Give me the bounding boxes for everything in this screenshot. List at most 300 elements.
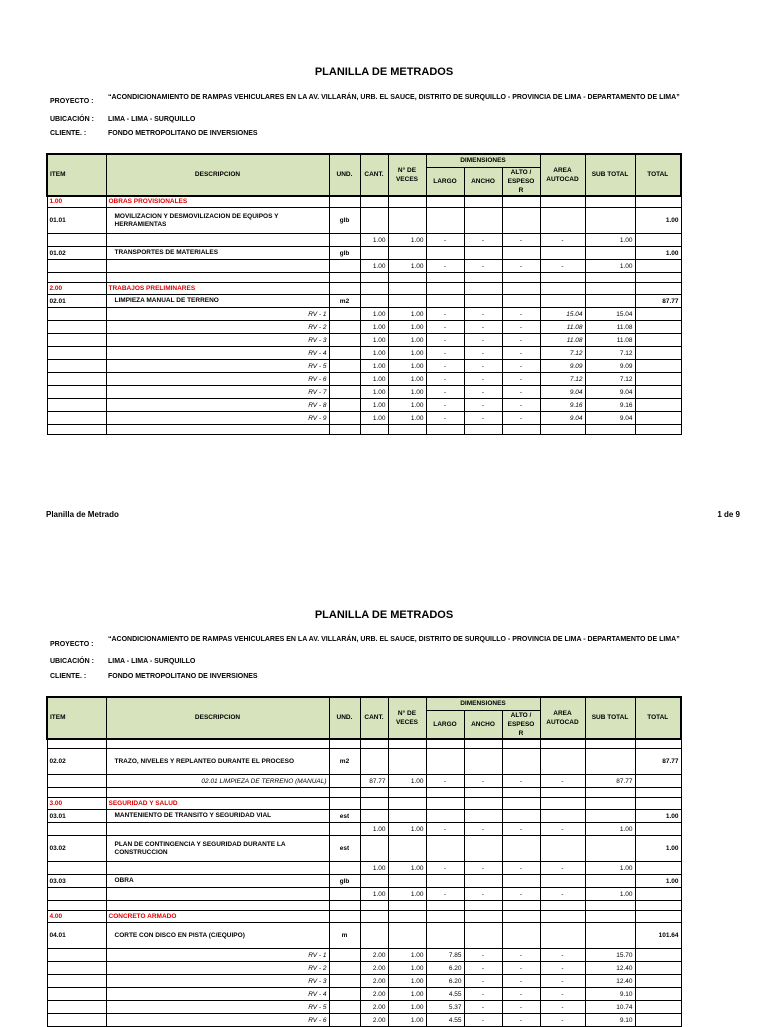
ancho-cell: - (464, 234, 502, 247)
subtotal-cell: 1.00 (585, 234, 635, 247)
item-cell: 4.00 (47, 911, 106, 923)
alto-cell: - (502, 412, 540, 425)
alto-cell: - (502, 321, 540, 334)
total-cell (635, 412, 681, 425)
metrados-table (46, 696, 682, 1027)
subtotal-cell: 9.04 (585, 386, 635, 399)
item-cell: 02.02 (47, 749, 106, 775)
item-cell (47, 888, 106, 901)
descripcion-cell: OBRAS PROVISIONALES (106, 196, 329, 208)
und-cell (329, 196, 360, 208)
descripcion-cell: CONCRETO ARMADO (106, 911, 329, 923)
subtotal-cell (585, 923, 635, 949)
col-veces: N° DE VECES (388, 697, 426, 739)
veces-cell: 1.00 (388, 962, 426, 975)
total-cell: 1.00 (635, 836, 681, 862)
ancho-cell (464, 798, 502, 810)
veces-cell (388, 283, 426, 295)
largo-cell (426, 923, 464, 949)
und-cell (329, 347, 360, 360)
und-cell (329, 321, 360, 334)
item-cell (47, 775, 106, 788)
item-cell: 1.00 (47, 196, 106, 208)
alto-cell: - (502, 347, 540, 360)
table-row (47, 975, 681, 988)
cant-cell (360, 739, 388, 749)
total-cell (635, 334, 681, 347)
area-cell (540, 196, 585, 208)
total-cell (635, 283, 681, 295)
alto-cell: - (502, 360, 540, 373)
item-cell (47, 975, 106, 988)
veces-cell (388, 295, 426, 308)
table-row (47, 888, 681, 901)
table-row (47, 739, 681, 749)
und-cell (329, 949, 360, 962)
cant-cell (360, 283, 388, 295)
total-cell: 1.00 (635, 875, 681, 888)
table-row (47, 923, 681, 949)
col-alto: ALTO / ESPESO R (502, 710, 540, 739)
col-area: AREA AUTOCAD (540, 697, 585, 739)
largo-cell: - (426, 347, 464, 360)
table-body (47, 739, 681, 1027)
table-row (47, 425, 681, 435)
item-cell (47, 739, 106, 749)
table-row (47, 798, 681, 810)
table-row (47, 196, 681, 208)
descripcion-cell: RV - 1 (106, 308, 329, 321)
table-row (47, 1001, 681, 1014)
und-cell: glb (329, 247, 360, 260)
item-cell (47, 360, 106, 373)
item-cell: 01.01 (47, 208, 106, 234)
descripcion-cell: RV - 5 (106, 1001, 329, 1014)
area-cell (540, 749, 585, 775)
veces-cell: 1.00 (388, 1014, 426, 1027)
descripcion-cell: RV - 4 (106, 988, 329, 1001)
largo-cell: - (426, 823, 464, 836)
descripcion-cell (106, 901, 329, 911)
alto-cell (502, 425, 540, 435)
cant-cell: 2.00 (360, 949, 388, 962)
area-cell: - (540, 823, 585, 836)
ancho-cell (464, 196, 502, 208)
und-cell (329, 308, 360, 321)
veces-cell: 1.00 (388, 347, 426, 360)
footer-label: Planilla de Metrado (46, 510, 119, 519)
largo-cell: - (426, 321, 464, 334)
largo-cell: 6.20 (426, 962, 464, 975)
area-cell (540, 425, 585, 435)
col-ancho: ANCHO (464, 710, 502, 739)
descripcion-cell (106, 888, 329, 901)
subtotal-cell (585, 901, 635, 911)
item-cell (47, 399, 106, 412)
largo-cell: - (426, 862, 464, 875)
total-cell: 1.00 (635, 247, 681, 260)
alto-cell (502, 911, 540, 923)
total-cell (635, 901, 681, 911)
cant-cell: 1.00 (360, 334, 388, 347)
item-cell (47, 234, 106, 247)
ancho-cell: - (464, 360, 502, 373)
item-cell (47, 1014, 106, 1027)
descripcion-cell: RV - 6 (106, 373, 329, 386)
descripcion-cell: RV - 8 (106, 399, 329, 412)
und-cell (329, 283, 360, 295)
veces-cell: 1.00 (388, 1001, 426, 1014)
table-header (47, 697, 681, 739)
alto-cell: - (502, 1001, 540, 1014)
subtotal-cell: 9.16 (585, 399, 635, 412)
largo-cell (426, 273, 464, 283)
area-cell: - (540, 862, 585, 875)
veces-cell: 1.00 (388, 234, 426, 247)
table-row (47, 234, 681, 247)
und-cell (329, 788, 360, 798)
ancho-cell (464, 283, 502, 295)
descripcion-cell (106, 273, 329, 283)
area-cell: 7.12 (540, 347, 585, 360)
alto-cell (502, 788, 540, 798)
descripcion-cell: TRAZO, NIVELES Y REPLANTEO DURANTE EL PROCESO (106, 749, 329, 775)
table-row (47, 1014, 681, 1027)
largo-cell (426, 901, 464, 911)
col-veces: N° DE VECES (388, 154, 426, 196)
table-row (47, 810, 681, 823)
ancho-cell (464, 425, 502, 435)
item-cell: 2.00 (47, 283, 106, 295)
descripcion-cell: LIMPIEZA MANUAL DE TERRENO (106, 295, 329, 308)
table-row (47, 208, 681, 234)
total-cell (635, 1014, 681, 1027)
item-cell (47, 412, 106, 425)
ancho-cell (464, 208, 502, 234)
alto-cell: - (502, 399, 540, 412)
veces-cell (388, 196, 426, 208)
descripcion-cell (106, 862, 329, 875)
total-cell: 101.64 (635, 923, 681, 949)
und-cell (329, 888, 360, 901)
item-cell (47, 823, 106, 836)
total-cell (635, 798, 681, 810)
alto-cell (502, 196, 540, 208)
cant-cell: 87.77 (360, 775, 388, 788)
und-cell (329, 273, 360, 283)
cant-cell (360, 196, 388, 208)
und-cell (329, 911, 360, 923)
total-cell (635, 775, 681, 788)
und-cell: glb (329, 875, 360, 888)
item-cell (47, 308, 106, 321)
total-cell (635, 373, 681, 386)
table-row (47, 360, 681, 373)
largo-cell (426, 425, 464, 435)
subtotal-cell: 12.40 (585, 962, 635, 975)
area-cell: - (540, 775, 585, 788)
table-row (47, 321, 681, 334)
table-row (47, 295, 681, 308)
table-header (47, 154, 681, 196)
total-cell: 87.77 (635, 749, 681, 775)
descripcion-cell: RV - 5 (106, 360, 329, 373)
veces-cell (388, 875, 426, 888)
alto-cell (502, 836, 540, 862)
und-cell (329, 334, 360, 347)
cant-cell: 1.00 (360, 347, 388, 360)
alto-cell (502, 901, 540, 911)
ubicacion-label: UBICACIÓN : (50, 116, 94, 123)
cant-cell: 1.00 (360, 386, 388, 399)
proyecto-value: “ACONDICIONAMIENTO DE RAMPAS VEHICULARES EN LA AV. VILLARÁN, URB. EL SAUCE, DISTRITO DE SURQUILLO - PROVINCIA DE LIMA - DEPARTAMENTO DE LIMA” (108, 636, 680, 643)
table-row (47, 911, 681, 923)
ancho-cell (464, 911, 502, 923)
ancho-cell: - (464, 823, 502, 836)
area-cell (540, 739, 585, 749)
alto-cell: - (502, 988, 540, 1001)
largo-cell: - (426, 775, 464, 788)
und-cell (329, 412, 360, 425)
descripcion-cell: TRANSPORTES DE MATERIALES (106, 247, 329, 260)
alto-cell: - (502, 975, 540, 988)
cant-cell: 2.00 (360, 1014, 388, 1027)
descripcion-cell: RV - 2 (106, 321, 329, 334)
descripcion-cell: RV - 7 (106, 386, 329, 399)
cant-cell: 1.00 (360, 862, 388, 875)
item-cell (47, 260, 106, 273)
descripcion-cell: MOVILIZACION Y DESMOVILIZACION DE EQUIPOS Y HERRAMIENTAS (106, 208, 329, 234)
col-largo: LARGO (426, 167, 464, 196)
subtotal-cell: 15.04 (585, 308, 635, 321)
alto-cell: - (502, 308, 540, 321)
total-cell (635, 273, 681, 283)
veces-cell: 1.00 (388, 823, 426, 836)
und-cell (329, 988, 360, 1001)
table-row (47, 334, 681, 347)
cant-cell (360, 875, 388, 888)
largo-cell: - (426, 360, 464, 373)
total-cell (635, 739, 681, 749)
cant-cell (360, 911, 388, 923)
largo-cell: - (426, 260, 464, 273)
largo-cell (426, 788, 464, 798)
und-cell (329, 399, 360, 412)
largo-cell (426, 208, 464, 234)
alto-cell (502, 283, 540, 295)
alto-cell (502, 247, 540, 260)
subtotal-cell: 11.08 (585, 334, 635, 347)
subtotal-cell (585, 875, 635, 888)
und-cell (329, 823, 360, 836)
col-cant: CANT. (360, 154, 388, 196)
alto-cell: - (502, 1014, 540, 1027)
cant-cell: 1.00 (360, 260, 388, 273)
item-cell (47, 962, 106, 975)
ancho-cell: - (464, 988, 502, 1001)
total-cell (635, 788, 681, 798)
alto-cell (502, 810, 540, 823)
cant-cell (360, 788, 388, 798)
col-subtotal: SUB TOTAL (585, 697, 635, 739)
col-descripcion: DESCRIPCION (106, 154, 329, 196)
ancho-cell: - (464, 888, 502, 901)
total-cell (635, 196, 681, 208)
alto-cell (502, 273, 540, 283)
table-row (47, 260, 681, 273)
table-row (47, 949, 681, 962)
total-cell (635, 425, 681, 435)
page-number: 1 de 9 (717, 510, 740, 519)
total-cell (635, 308, 681, 321)
proyecto-value: “ACONDICIONAMIENTO DE RAMPAS VEHICULARES EN LA AV. VILLARÁN, URB. EL SAUCE, DISTRITO DE SURQUILLO - PROVINCIA DE LIMA - DEPARTAMENTO DE LIMA” (108, 94, 680, 101)
table-row (47, 962, 681, 975)
subtotal-cell (585, 788, 635, 798)
item-cell: 03.03 (47, 875, 106, 888)
veces-cell: 1.00 (388, 775, 426, 788)
total-cell (635, 888, 681, 901)
largo-cell (426, 911, 464, 923)
subtotal-cell (585, 810, 635, 823)
subtotal-cell (585, 283, 635, 295)
ancho-cell (464, 836, 502, 862)
veces-cell (388, 739, 426, 749)
ancho-cell (464, 739, 502, 749)
ancho-cell: - (464, 260, 502, 273)
cant-cell: 1.00 (360, 412, 388, 425)
subtotal-cell: 87.77 (585, 775, 635, 788)
und-cell (329, 360, 360, 373)
largo-cell: 6.20 (426, 975, 464, 988)
area-cell: - (540, 1001, 585, 1014)
col-subtotal: SUB TOTAL (585, 154, 635, 196)
cant-cell: 1.00 (360, 321, 388, 334)
cant-cell: 1.00 (360, 823, 388, 836)
alto-cell: - (502, 862, 540, 875)
col-largo: LARGO (426, 710, 464, 739)
largo-cell (426, 739, 464, 749)
descripcion-cell (106, 823, 329, 836)
und-cell: est (329, 836, 360, 862)
area-cell: 7.12 (540, 373, 585, 386)
item-cell (47, 862, 106, 875)
descripcion-cell: RV - 6 (106, 1014, 329, 1027)
veces-cell: 1.00 (388, 862, 426, 875)
und-cell (329, 425, 360, 435)
total-cell (635, 386, 681, 399)
item-cell (47, 321, 106, 334)
ancho-cell: - (464, 334, 502, 347)
subtotal-cell (585, 196, 635, 208)
descripcion-cell: OBRA (106, 875, 329, 888)
veces-cell: 1.00 (388, 260, 426, 273)
und-cell (329, 901, 360, 911)
table-row (47, 373, 681, 386)
veces-cell: 1.00 (388, 988, 426, 1001)
cant-cell: 1.00 (360, 373, 388, 386)
cant-cell (360, 208, 388, 234)
veces-cell (388, 901, 426, 911)
largo-cell: 5.37 (426, 1001, 464, 1014)
largo-cell: - (426, 308, 464, 321)
page-title: PLANILLA DE METRADOS (314, 609, 454, 621)
table-row (47, 901, 681, 911)
area-cell: - (540, 988, 585, 1001)
col-dimensiones: DIMENSIONES (426, 697, 540, 710)
ubicacion-value: LIMA - LIMA - SURQUILLO (108, 116, 196, 123)
area-cell: 9.09 (540, 360, 585, 373)
cant-cell (360, 749, 388, 775)
area-cell (540, 911, 585, 923)
veces-cell (388, 923, 426, 949)
area-cell: - (540, 975, 585, 988)
item-cell (47, 373, 106, 386)
descripcion-cell: RV - 1 (106, 949, 329, 962)
subtotal-cell: 15.70 (585, 949, 635, 962)
metrados-table (46, 153, 682, 435)
cant-cell (360, 247, 388, 260)
veces-cell (388, 208, 426, 234)
cant-cell (360, 798, 388, 810)
subtotal-cell (585, 798, 635, 810)
alto-cell: - (502, 962, 540, 975)
descripcion-cell: 02.01 LIMPIEZA DE TERRENO (MANUAL) (106, 775, 329, 788)
ancho-cell (464, 273, 502, 283)
veces-cell (388, 749, 426, 775)
area-cell: 9.04 (540, 386, 585, 399)
item-cell: 01.02 (47, 247, 106, 260)
cant-cell (360, 273, 388, 283)
table-row (47, 749, 681, 775)
ubicacion-value: LIMA - LIMA - SURQUILLO (108, 658, 196, 665)
cliente-value: FONDO METROPOLITANO DE INVERSIONES (108, 130, 258, 137)
alto-cell: - (502, 260, 540, 273)
item-cell: 04.01 (47, 923, 106, 949)
page-title: PLANILLA DE METRADOS (314, 66, 454, 78)
ancho-cell: - (464, 775, 502, 788)
area-cell (540, 295, 585, 308)
table-body (47, 196, 681, 435)
descripcion-cell (106, 788, 329, 798)
total-cell (635, 823, 681, 836)
veces-cell: 1.00 (388, 975, 426, 988)
table-row (47, 399, 681, 412)
subtotal-cell: 7.12 (585, 373, 635, 386)
area-cell: - (540, 260, 585, 273)
descripcion-cell: CORTE CON DISCO EN PISTA (C/EQUIPO) (106, 923, 329, 949)
veces-cell (388, 247, 426, 260)
total-cell: 1.00 (635, 810, 681, 823)
alto-cell: - (502, 949, 540, 962)
ancho-cell: - (464, 412, 502, 425)
item-cell (47, 901, 106, 911)
table-row (47, 875, 681, 888)
descripcion-cell: RV - 3 (106, 334, 329, 347)
col-cant: CANT. (360, 697, 388, 739)
alto-cell: - (502, 373, 540, 386)
descripcion-cell: TRABAJOS PRELIMINARES (106, 283, 329, 295)
item-cell (47, 1001, 106, 1014)
alto-cell (502, 875, 540, 888)
largo-cell (426, 295, 464, 308)
largo-cell (426, 749, 464, 775)
col-und: UND. (329, 697, 360, 739)
largo-cell: 4.55 (426, 1014, 464, 1027)
total-cell (635, 949, 681, 962)
ancho-cell (464, 875, 502, 888)
area-cell: 9.16 (540, 399, 585, 412)
largo-cell (426, 196, 464, 208)
